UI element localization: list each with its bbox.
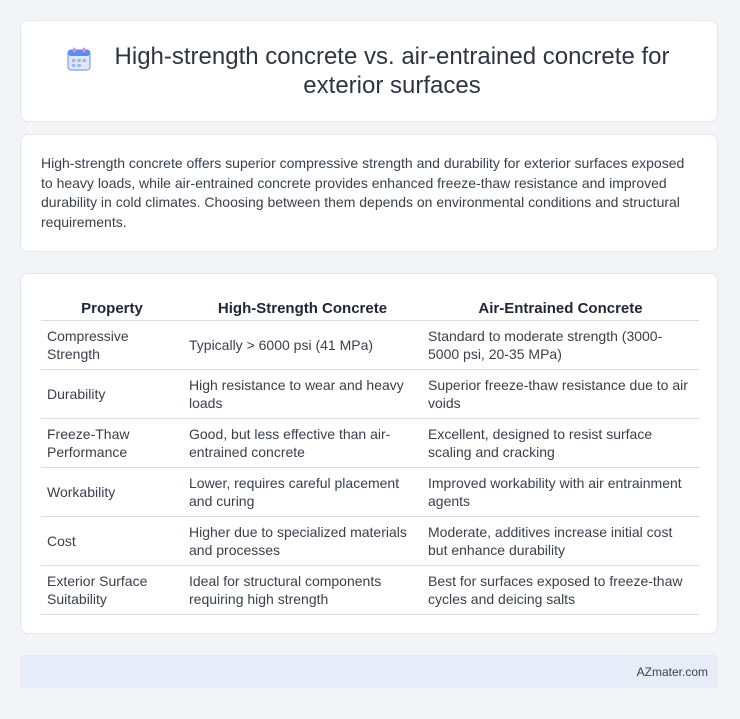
table-cell-high-strength: Typically > 6000 psi (41 MPa) <box>183 321 422 370</box>
table-cell-air-entrained: Improved workability with air entrainment agents <box>422 468 699 517</box>
table-cell-property: Cost <box>41 517 183 566</box>
table-cell-air-entrained: Superior freeze-thaw resistance due to air voids <box>422 370 699 419</box>
table-cell-high-strength: Higher due to specialized materials and processes <box>183 517 422 566</box>
table-cell-high-strength: Ideal for structural components requiring high strength <box>183 566 422 615</box>
page-title: High-strength concrete vs. air-entrained concrete for exterior surfaces <box>114 43 670 99</box>
summary-card <box>20 134 718 252</box>
table-card <box>20 273 718 634</box>
table-cell-property: Durability <box>41 370 183 419</box>
column-header-high-strength: High-Strength Concrete <box>183 294 422 321</box>
footer-bar <box>20 655 718 688</box>
table-cell-air-entrained: Excellent, designed to resist surface scaling and cracking <box>422 419 699 468</box>
table-cell-property: Compressive Strength <box>41 321 183 370</box>
table-row <box>41 566 699 615</box>
column-header-property: Property <box>41 294 183 321</box>
table-row <box>41 321 699 370</box>
table-cell-high-strength: Good, but less effective than air-entrained concrete <box>183 419 422 468</box>
table-cell-air-entrained: Best for surfaces exposed to freeze-thaw cycles and deicing salts <box>422 566 699 615</box>
table-row <box>41 517 699 566</box>
table-row <box>41 468 699 517</box>
summary-text: High-strength concrete offers superior compressive strength and durability for exterior surfaces exposed to heavy loads, while air-entrained concrete provides enhanced freeze-thaw resistance and improved durability in cold climates. Choosing between them depends on environmental conditions and structural requirements. <box>41 155 685 230</box>
table-cell-high-strength: High resistance to wear and heavy loads <box>183 370 422 419</box>
table-row <box>41 419 699 468</box>
table-header-row <box>41 294 699 321</box>
table-cell-property: Workability <box>41 468 183 517</box>
table-cell-property: Exterior Surface Suitability <box>41 566 183 615</box>
table-cell-high-strength: Lower, requires careful placement and curing <box>183 468 422 517</box>
table-cell-air-entrained: Moderate, additives increase initial cost but enhance durability <box>422 517 699 566</box>
table-cell-property: Freeze-Thaw Performance <box>41 419 183 468</box>
title-card <box>20 20 718 122</box>
table-cell-air-entrained: Standard to moderate strength (3000-5000 psi, 20-35 MPa) <box>422 321 699 370</box>
calendar-icon <box>66 46 92 72</box>
title-wrap <box>21 42 717 100</box>
table-row <box>41 370 699 419</box>
comparison-table <box>41 294 699 615</box>
column-header-air-entrained: Air-Entrained Concrete <box>422 294 699 321</box>
footer-brand: AZmater.com <box>636 664 708 679</box>
